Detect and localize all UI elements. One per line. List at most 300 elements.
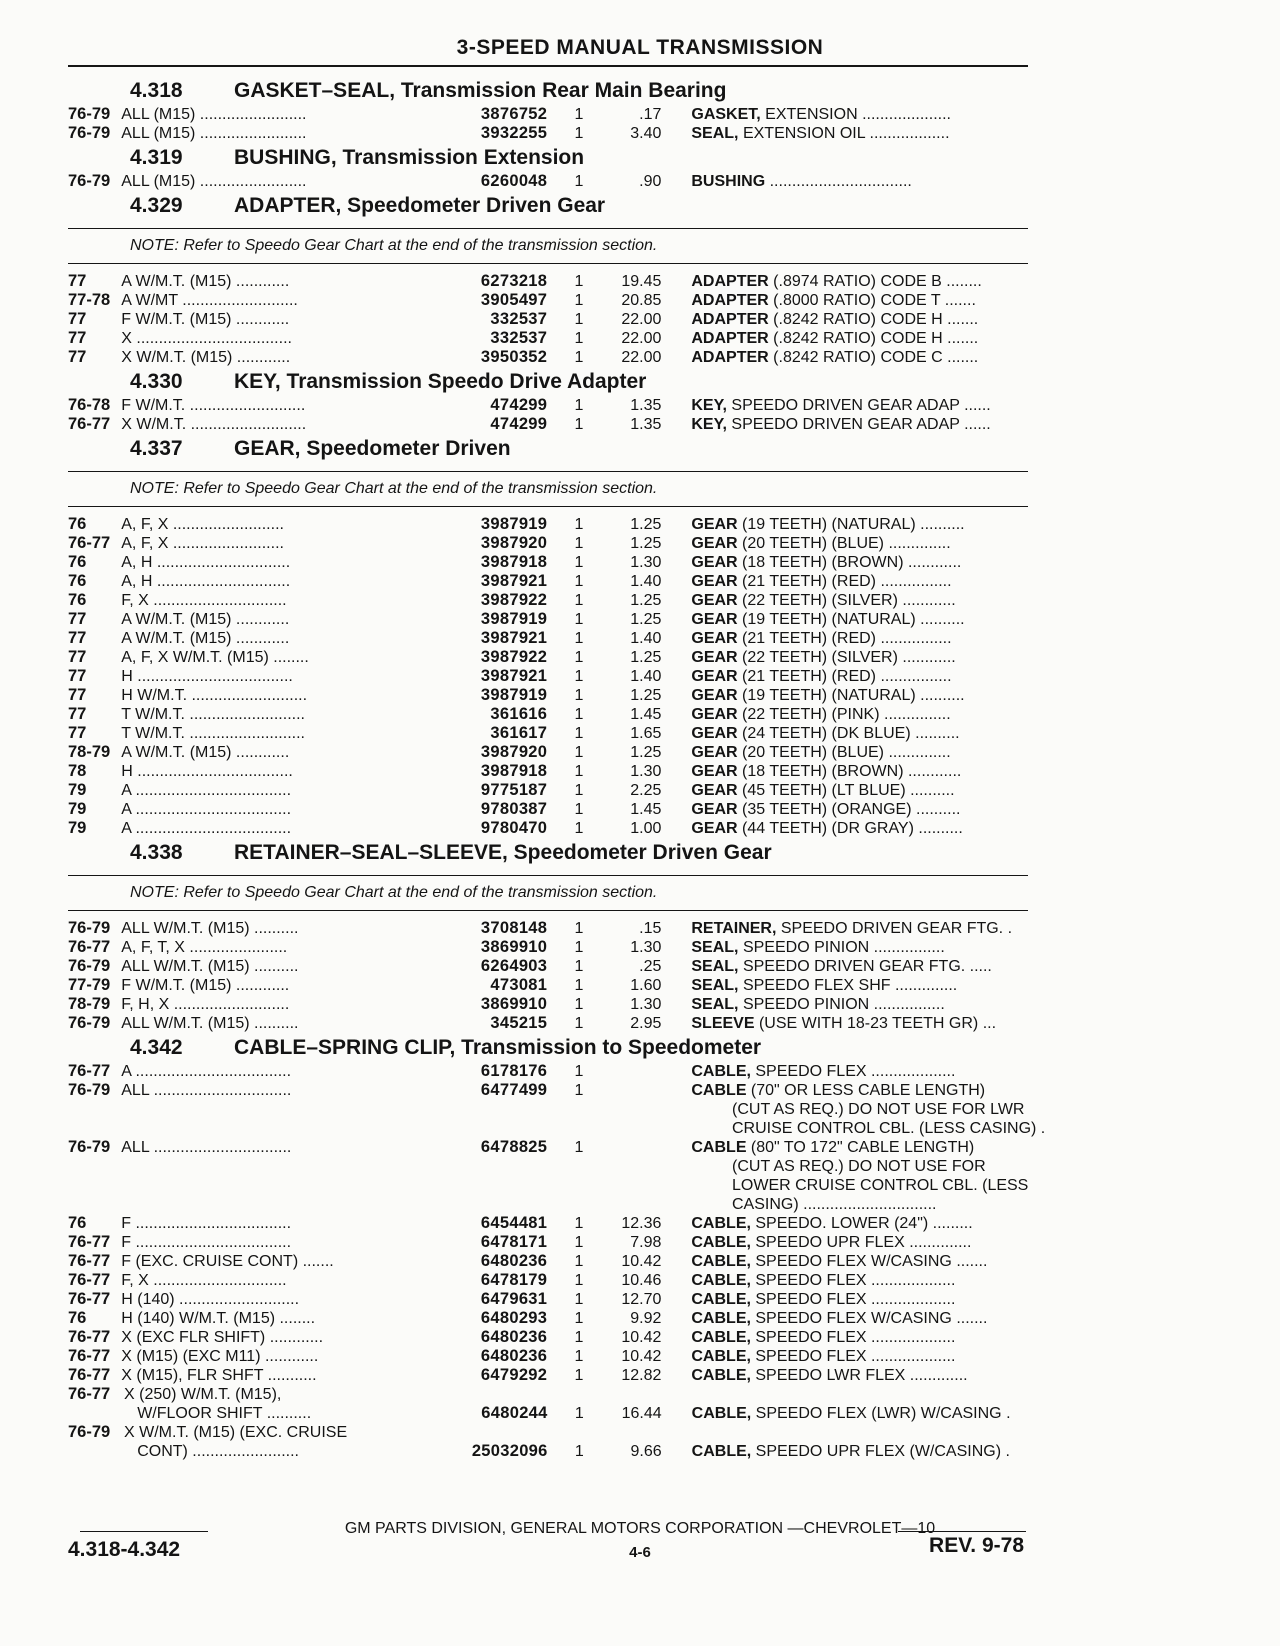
table-row bbox=[68, 572, 1028, 591]
model-years: 77 bbox=[68, 686, 87, 704]
table-row bbox=[68, 515, 1028, 534]
description-keyword: GEAR bbox=[691, 763, 738, 780]
model-years: 76-78 bbox=[68, 396, 111, 414]
application: H (140) ........................... bbox=[121, 1291, 300, 1308]
description-keyword: ADAPTER bbox=[691, 292, 769, 309]
table-row bbox=[68, 1385, 1028, 1404]
section-number: 4.329 bbox=[130, 194, 183, 217]
section-4-337 bbox=[68, 434, 1028, 838]
table-row bbox=[68, 310, 1028, 329]
description-keyword: CABLE, bbox=[691, 1405, 752, 1422]
description bbox=[691, 1309, 1028, 1328]
description-keyword: GEAR bbox=[691, 706, 738, 723]
description-keyword: CABLE bbox=[691, 1139, 747, 1156]
description-text: (20 TEETH) (BLUE) .............. bbox=[737, 744, 951, 761]
model-years: 76-77 bbox=[68, 1366, 111, 1384]
part-number: 6480293 bbox=[480, 1309, 548, 1327]
description-keyword: GASKET, bbox=[691, 106, 761, 123]
note-text: NOTE: Refer to Speedo Gear Chart at the end of the transmission section. bbox=[130, 884, 658, 901]
description bbox=[691, 172, 1028, 191]
quantity: 1 bbox=[574, 1405, 584, 1422]
description-continued: (CUT AS REQ.) DO NOT USE FOR LWR bbox=[732, 1101, 1025, 1118]
section-4-329 bbox=[68, 191, 1028, 367]
description-text: (19 TEETH) (NATURAL) .......... bbox=[737, 611, 965, 628]
quantity: 1 bbox=[574, 649, 584, 666]
application: ALL W/M.T. (M15) .......... bbox=[121, 958, 299, 975]
description-keyword: CABLE bbox=[691, 1082, 747, 1099]
description-keyword: KEY, bbox=[691, 397, 727, 414]
table-row bbox=[68, 781, 1028, 800]
part-number: 6480236 bbox=[480, 1328, 548, 1346]
quantity: 1 bbox=[574, 801, 584, 818]
list-price: 1.00 bbox=[630, 820, 662, 837]
description bbox=[691, 705, 1028, 724]
list-price: 1.40 bbox=[630, 668, 662, 685]
title-rule bbox=[68, 65, 1028, 67]
quantity: 1 bbox=[574, 349, 584, 366]
description-keyword: SEAL, bbox=[691, 977, 739, 994]
description-text: (22 TEETH) (SILVER) ............ bbox=[737, 592, 956, 609]
description-text: (USE WITH 18-23 TEETH GR) ... bbox=[754, 1015, 997, 1032]
description-text: (44 TEETH) (DR GRAY) .......... bbox=[737, 820, 963, 837]
part-number: 3987921 bbox=[480, 629, 548, 647]
model-years: 76 bbox=[68, 515, 87, 533]
part-number: 345215 bbox=[490, 1014, 548, 1032]
description-keyword: GEAR bbox=[691, 801, 738, 818]
description bbox=[691, 348, 1028, 367]
quantity: 1 bbox=[574, 725, 584, 742]
quantity: 1 bbox=[574, 311, 584, 328]
list-price: 1.35 bbox=[630, 416, 662, 433]
quantity: 1 bbox=[574, 611, 584, 628]
description-keyword: GEAR bbox=[691, 782, 738, 799]
part-number: 3950352 bbox=[480, 348, 548, 366]
part-number: 474299 bbox=[490, 415, 548, 433]
table-row bbox=[68, 743, 1028, 762]
quantity: 1 bbox=[574, 706, 584, 723]
application: A ................................... bbox=[121, 1063, 292, 1080]
description bbox=[691, 591, 1028, 610]
quantity: 1 bbox=[574, 125, 584, 142]
model-years: 76-77 bbox=[68, 1385, 111, 1403]
table-row bbox=[68, 1062, 1028, 1081]
application: A W/MT .......................... bbox=[121, 292, 298, 309]
model-years: 76-77 bbox=[68, 1252, 111, 1270]
table-row bbox=[68, 800, 1028, 819]
table-row bbox=[68, 1328, 1028, 1347]
model-years: 76-79 bbox=[68, 1423, 111, 1441]
section-4-338 bbox=[68, 838, 1028, 1033]
table-row bbox=[68, 1252, 1028, 1271]
description-keyword: CABLE, bbox=[691, 1348, 751, 1365]
quantity: 1 bbox=[574, 273, 584, 290]
application: ALL ............................... bbox=[121, 1082, 292, 1099]
application-continued: W/FLOOR SHIFT .......... bbox=[137, 1405, 312, 1422]
model-years: 78-79 bbox=[68, 743, 111, 761]
description-text: SPEEDO FLEX ................... bbox=[750, 1348, 956, 1365]
part-number: 6454481 bbox=[480, 1214, 548, 1232]
list-price: 2.25 bbox=[630, 782, 662, 799]
part-number: 3869910 bbox=[480, 938, 548, 956]
section-heading bbox=[68, 434, 1028, 463]
description-keyword: GEAR bbox=[691, 649, 738, 666]
table-row bbox=[68, 1347, 1028, 1366]
section-title: GEAR, Speedometer Driven bbox=[234, 437, 511, 460]
application: ALL W/M.T. (M15) .......... bbox=[121, 920, 299, 937]
list-price: 1.35 bbox=[630, 397, 662, 414]
application: X (250) W/M.T. (M15), bbox=[124, 1386, 282, 1403]
list-price: 12.82 bbox=[621, 1367, 662, 1384]
description bbox=[691, 1214, 1028, 1233]
table-row bbox=[68, 348, 1028, 367]
description-text: (21 TEETH) (RED) ................ bbox=[737, 668, 952, 685]
part-number: 3987921 bbox=[480, 572, 548, 590]
section-heading bbox=[68, 1033, 1028, 1062]
part-number: 6479631 bbox=[480, 1290, 548, 1308]
application: F ................................... bbox=[121, 1234, 292, 1251]
model-years: 79 bbox=[68, 781, 87, 799]
part-number: 6260048 bbox=[480, 172, 548, 190]
part-number: 3932255 bbox=[480, 124, 548, 142]
section-4-319 bbox=[68, 143, 1028, 191]
section-number: 4.330 bbox=[130, 370, 183, 393]
footer-range: 4.318-4.342 bbox=[68, 1538, 181, 1561]
model-years: 77 bbox=[68, 310, 87, 328]
section-4-318 bbox=[68, 76, 1028, 143]
description-text: (20 TEETH) (BLUE) .............. bbox=[737, 535, 951, 552]
list-price: 10.46 bbox=[621, 1272, 662, 1289]
description-text: (18 TEETH) (BROWN) ............ bbox=[737, 554, 962, 571]
model-years: 77 bbox=[68, 348, 87, 366]
quantity: 1 bbox=[574, 1253, 584, 1270]
table-row-continued bbox=[68, 1404, 1028, 1423]
section-title: RETAINER–SEAL–SLEEVE, Speedometer Driven Gear bbox=[234, 841, 772, 864]
part-number: 3876752 bbox=[480, 105, 548, 123]
description bbox=[691, 781, 1028, 800]
list-price: 12.70 bbox=[621, 1291, 662, 1308]
model-years-spacer bbox=[68, 1442, 121, 1461]
application-continued: CONT) ........................ bbox=[137, 1443, 299, 1460]
list-price: 9.66 bbox=[630, 1443, 662, 1460]
description-text: SPEEDO FLEX ................... bbox=[750, 1272, 956, 1289]
list-price: 1.30 bbox=[630, 939, 662, 956]
table-row bbox=[68, 272, 1028, 291]
list-price: 10.42 bbox=[621, 1253, 662, 1270]
application: A ................................... bbox=[121, 820, 292, 837]
quantity: 1 bbox=[574, 292, 584, 309]
application: X ................................... bbox=[121, 330, 292, 347]
table-row-continued bbox=[68, 1442, 1028, 1461]
description-text: SPEEDO UPR FLEX (W/CASING) . bbox=[751, 1443, 1010, 1460]
quantity: 1 bbox=[574, 958, 584, 975]
application: A, F, T, X ...................... bbox=[121, 939, 288, 956]
description-keyword: CABLE, bbox=[691, 1367, 751, 1384]
application: A ................................... bbox=[121, 801, 292, 818]
table-row bbox=[68, 124, 1028, 143]
description-text: SPEEDO DRIVEN GEAR FTG. . bbox=[776, 920, 1013, 937]
list-price: 16.44 bbox=[621, 1405, 662, 1422]
model-years: 77 bbox=[68, 610, 87, 628]
application: X (M15), FLR SHFT ........... bbox=[121, 1367, 317, 1384]
table-row bbox=[68, 610, 1028, 629]
description bbox=[691, 1081, 1028, 1100]
description-text: SPEEDO. LOWER (24") ......... bbox=[750, 1215, 973, 1232]
quantity: 1 bbox=[574, 592, 584, 609]
model-years: 77 bbox=[68, 724, 87, 742]
part-number: 361617 bbox=[490, 724, 548, 742]
description-keyword: GEAR bbox=[691, 535, 738, 552]
page-title: 3-SPEED MANUAL TRANSMISSION bbox=[456, 36, 824, 59]
section-number: 4.338 bbox=[130, 841, 183, 864]
application: ALL (M15) ........................ bbox=[121, 173, 307, 190]
list-price: 10.42 bbox=[621, 1329, 662, 1346]
list-price: 9.92 bbox=[630, 1310, 662, 1327]
table-row bbox=[68, 1290, 1028, 1309]
list-price: 1.30 bbox=[630, 554, 662, 571]
model-years: 76-79 bbox=[68, 1138, 111, 1156]
quantity: 1 bbox=[574, 668, 584, 685]
table-row bbox=[68, 1081, 1028, 1100]
part-number: 3987920 bbox=[480, 743, 548, 761]
description-text: (80" TO 172" CABLE LENGTH) bbox=[746, 1139, 975, 1156]
application: A, H .............................. bbox=[121, 573, 291, 590]
model-years: 76-77 bbox=[68, 1271, 111, 1289]
quantity: 1 bbox=[574, 1215, 584, 1232]
part-number: 6480244 bbox=[481, 1404, 548, 1422]
application: F, X .............................. bbox=[121, 592, 287, 609]
quantity: 1 bbox=[574, 1443, 584, 1460]
list-price bbox=[583, 1062, 661, 1081]
footer-rule-right bbox=[898, 1531, 1026, 1532]
part-number: 3987922 bbox=[480, 591, 548, 609]
section-number: 4.318 bbox=[130, 79, 183, 102]
table-row bbox=[68, 919, 1028, 938]
list-price: 1.25 bbox=[630, 516, 662, 533]
model-years: 79 bbox=[68, 800, 87, 818]
application: X (EXC FLR SHIFT) ............ bbox=[121, 1329, 324, 1346]
quantity: 1 bbox=[574, 744, 584, 761]
part-number: 6480236 bbox=[480, 1347, 548, 1365]
description bbox=[691, 553, 1028, 572]
table-row bbox=[68, 291, 1028, 310]
table-row bbox=[68, 762, 1028, 781]
quantity: 1 bbox=[574, 1348, 584, 1365]
description-text: SPEEDO DRIVEN GEAR ADAP ...... bbox=[726, 397, 991, 414]
part-number: 3987918 bbox=[480, 762, 548, 780]
description-keyword: GEAR bbox=[691, 744, 738, 761]
description-continued: CASING) .............................. bbox=[732, 1196, 937, 1213]
description-text: (24 TEETH) (DK BLUE) .......... bbox=[737, 725, 960, 742]
list-price: 1.30 bbox=[630, 763, 662, 780]
model-years: 77 bbox=[68, 629, 87, 647]
description bbox=[691, 534, 1028, 553]
description bbox=[691, 124, 1028, 143]
quantity: 1 bbox=[574, 1139, 584, 1156]
part-number: 3708148 bbox=[480, 919, 548, 937]
section-title: ADAPTER, Speedometer Driven Gear bbox=[234, 194, 606, 217]
description-text: (.8242 RATIO) CODE H ....... bbox=[768, 311, 979, 328]
list-price: .90 bbox=[639, 173, 662, 190]
model-years: 76 bbox=[68, 1309, 87, 1327]
description-keyword: CABLE, bbox=[691, 1272, 751, 1289]
table-row bbox=[68, 957, 1028, 976]
description-text: EXTENSION OIL .................. bbox=[738, 125, 950, 142]
section-title: GASKET–SEAL, Transmission Rear Main Bearing bbox=[234, 79, 727, 102]
description-text: SPEEDO UPR FLEX .............. bbox=[750, 1234, 972, 1251]
application: A W/M.T. (M15) ............ bbox=[121, 744, 290, 761]
model-years: 76-77 bbox=[68, 534, 111, 552]
model-years: 79 bbox=[68, 819, 87, 837]
description bbox=[691, 329, 1028, 348]
table-row bbox=[68, 976, 1028, 995]
quantity: 1 bbox=[574, 397, 584, 414]
footer-page-number: 4-6 bbox=[629, 1544, 651, 1561]
application: F W/M.T. (M15) ............ bbox=[121, 311, 290, 328]
quantity: 1 bbox=[574, 1015, 584, 1032]
list-price: 1.25 bbox=[630, 687, 662, 704]
table-row bbox=[68, 591, 1028, 610]
table-row bbox=[68, 1233, 1028, 1252]
description-text: SPEEDO DRIVEN GEAR FTG. ..... bbox=[738, 958, 992, 975]
model-years: 77 bbox=[68, 329, 87, 347]
description-keyword: GEAR bbox=[691, 687, 738, 704]
description-text: (35 TEETH) (ORANGE) .......... bbox=[737, 801, 961, 818]
description-text: (.8242 RATIO) CODE C ....... bbox=[768, 349, 979, 366]
application: F W/M.T. .......................... bbox=[121, 397, 306, 414]
quantity: 1 bbox=[574, 1063, 584, 1080]
application: A, F, X ......................... bbox=[121, 516, 284, 533]
description bbox=[691, 1271, 1028, 1290]
part-number: 3987919 bbox=[480, 686, 548, 704]
quantity: 1 bbox=[574, 1082, 584, 1099]
application: ALL ............................... bbox=[121, 1139, 292, 1156]
model-years: 76-79 bbox=[68, 105, 111, 123]
section-4-330 bbox=[68, 367, 1028, 434]
part-number: 25032096 bbox=[471, 1442, 548, 1460]
description-keyword: SEAL, bbox=[691, 958, 739, 975]
description-keyword: BUSHING bbox=[691, 173, 766, 190]
model-years: 76-79 bbox=[68, 1081, 111, 1099]
description bbox=[691, 819, 1028, 838]
model-years: 76 bbox=[68, 591, 87, 609]
section-heading bbox=[68, 838, 1028, 867]
list-price: 22.00 bbox=[621, 330, 662, 347]
quantity: 1 bbox=[574, 820, 584, 837]
application: F (EXC. CRUISE CONT) ....... bbox=[121, 1253, 334, 1270]
list-price: 3.40 bbox=[630, 125, 662, 142]
quantity: 1 bbox=[574, 763, 584, 780]
description bbox=[691, 938, 1028, 957]
list-price: 7.98 bbox=[630, 1234, 662, 1251]
table-row bbox=[68, 534, 1028, 553]
model-years: 76-77 bbox=[68, 415, 111, 433]
section-heading bbox=[68, 76, 1028, 105]
table-row bbox=[68, 105, 1028, 124]
part-number: 6480236 bbox=[480, 1252, 548, 1270]
description-keyword: SLEEVE bbox=[691, 1015, 755, 1032]
application: F, X .............................. bbox=[121, 1272, 287, 1289]
quantity: 1 bbox=[574, 939, 584, 956]
application: H ................................... bbox=[121, 668, 293, 685]
part-number: 3987921 bbox=[480, 667, 548, 685]
description-text: (22 TEETH) (PINK) ............... bbox=[737, 706, 951, 723]
part-number: 3987918 bbox=[480, 553, 548, 571]
description-keyword: GEAR bbox=[691, 573, 738, 590]
description bbox=[691, 629, 1028, 648]
application: X W/M.T. (M15) (EXC. CRUISE bbox=[124, 1424, 348, 1441]
model-years: 76-79 bbox=[68, 1014, 111, 1032]
part-number: 6479292 bbox=[480, 1366, 548, 1384]
application: T W/M.T. .......................... bbox=[121, 725, 305, 742]
list-price: 1.40 bbox=[630, 573, 662, 590]
model-years-spacer bbox=[68, 1404, 121, 1423]
table-row bbox=[68, 1271, 1028, 1290]
table-row bbox=[68, 724, 1028, 743]
application: F W/M.T. (M15) ............ bbox=[121, 977, 290, 994]
description bbox=[691, 995, 1028, 1014]
part-number: 6478825 bbox=[480, 1138, 548, 1156]
model-years: 76-79 bbox=[68, 172, 111, 190]
quantity: 1 bbox=[574, 687, 584, 704]
table-row bbox=[68, 995, 1028, 1014]
description-keyword: GEAR bbox=[691, 554, 738, 571]
description bbox=[691, 1252, 1028, 1271]
part-number: 3987920 bbox=[480, 534, 548, 552]
section-heading bbox=[68, 143, 1028, 172]
description-text: SPEEDO DRIVEN GEAR ADAP ...... bbox=[726, 416, 991, 433]
section-4-342 bbox=[68, 1033, 1046, 1461]
table-row bbox=[68, 329, 1028, 348]
part-number: 9775187 bbox=[480, 781, 548, 799]
list-price: 1.25 bbox=[630, 649, 662, 666]
table-row bbox=[68, 396, 1028, 415]
description-keyword: CABLE, bbox=[691, 1234, 751, 1251]
description-keyword: CABLE, bbox=[691, 1443, 752, 1460]
model-years: 76-77 bbox=[68, 938, 111, 956]
table-row bbox=[68, 938, 1028, 957]
description bbox=[691, 610, 1028, 629]
table-row bbox=[68, 629, 1028, 648]
description-keyword: GEAR bbox=[691, 725, 738, 742]
description bbox=[692, 1404, 1028, 1423]
section-note bbox=[68, 228, 1028, 264]
description-text: SPEEDO FLEX SHF .............. bbox=[738, 977, 958, 994]
list-price: 1.40 bbox=[630, 630, 662, 647]
section-note bbox=[68, 471, 1028, 507]
list-price: 22.00 bbox=[621, 349, 662, 366]
part-number: 3987919 bbox=[480, 610, 548, 628]
list-price: 1.30 bbox=[630, 996, 662, 1013]
application: X (M15) (EXC M11) ............ bbox=[121, 1348, 319, 1365]
description-keyword: GEAR bbox=[691, 611, 738, 628]
quantity: 1 bbox=[574, 1272, 584, 1289]
part-number: 474299 bbox=[490, 396, 548, 414]
description-keyword: GEAR bbox=[691, 630, 738, 647]
list-price: 1.25 bbox=[630, 592, 662, 609]
table-row bbox=[68, 1014, 1028, 1033]
description bbox=[691, 648, 1028, 667]
table-row bbox=[68, 1309, 1028, 1328]
list-price: 1.25 bbox=[630, 611, 662, 628]
model-years: 77-79 bbox=[68, 976, 111, 994]
description-text: (18 TEETH) (BROWN) ............ bbox=[737, 763, 962, 780]
part-number: 473081 bbox=[490, 976, 548, 994]
parts-listing bbox=[68, 76, 1046, 1461]
table-row bbox=[68, 1214, 1028, 1233]
quantity: 1 bbox=[574, 630, 584, 647]
model-years: 77 bbox=[68, 272, 87, 290]
list-price: 12.36 bbox=[621, 1215, 662, 1232]
